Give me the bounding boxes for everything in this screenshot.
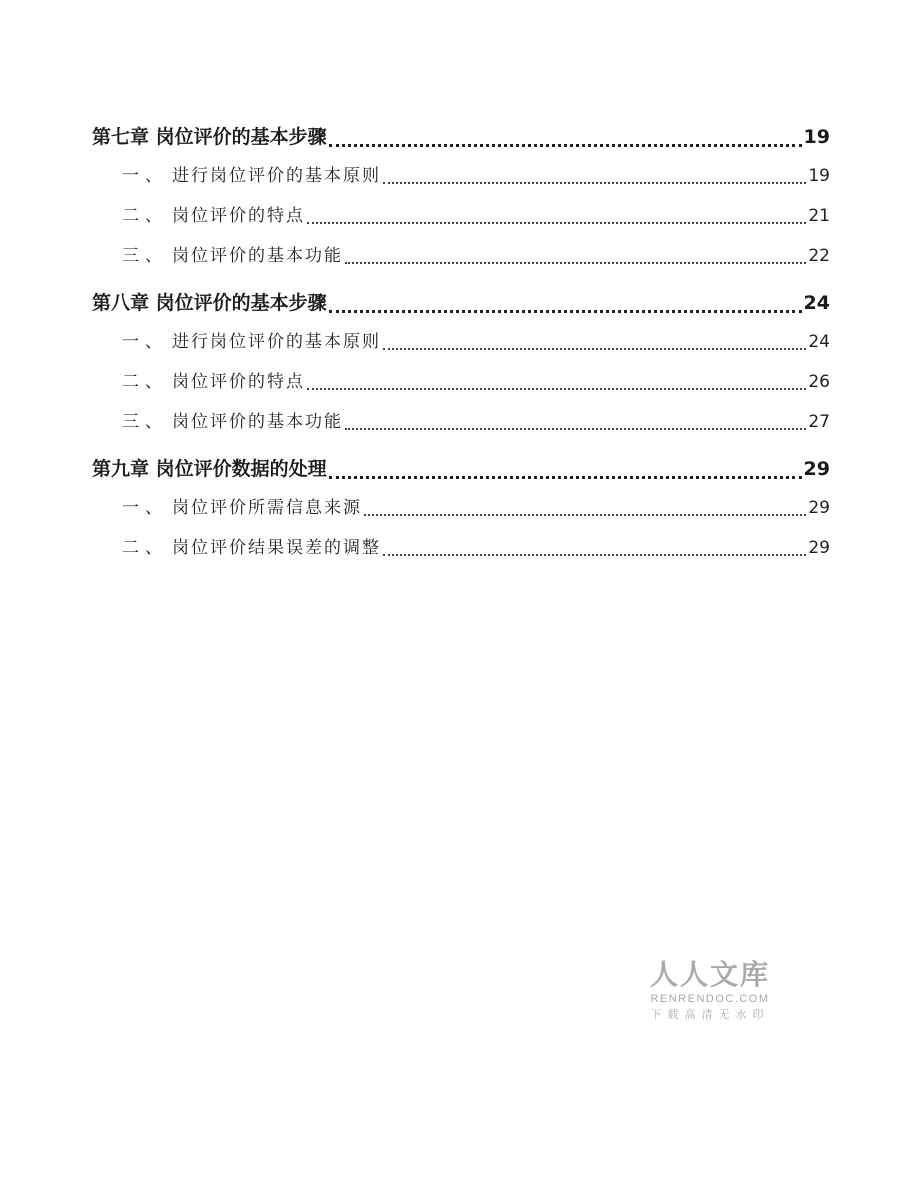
toc-section-text: 进行岗位评价的基本原则 (172, 166, 381, 186)
toc-leader-dots (329, 144, 802, 147)
table-of-contents (92, 118, 830, 568)
toc-page-number: 29 (803, 458, 830, 480)
toc-section-text: 岗位评价的基本功能 (172, 412, 343, 432)
watermark-subtitle: 下载高清无水印 (650, 1008, 770, 1021)
toc-leader-dots (307, 222, 806, 224)
toc-section-title (122, 402, 343, 442)
toc-section-number: 二、 (122, 206, 168, 226)
toc-leader-dots (307, 388, 806, 390)
toc-leader-dots (364, 514, 806, 516)
toc-section-number: 二、 (122, 372, 168, 392)
toc-section-number: 一、 (122, 498, 168, 518)
toc-section-text: 岗位评价的特点 (172, 372, 305, 392)
toc-section-number: 二、 (122, 538, 168, 558)
toc-chapter-8[interactable] (92, 284, 830, 322)
toc-section-title (122, 156, 381, 196)
toc-leader-dots (329, 476, 802, 479)
toc-page-number: 19 (803, 126, 830, 148)
toc-section-title (122, 236, 343, 276)
toc-section-title (122, 196, 305, 236)
toc-section-title (122, 528, 381, 568)
toc-page-number: 29 (808, 498, 830, 518)
watermark-site: RENRENDOC.COM (650, 993, 770, 1005)
toc-chapter-title: 第七章 岗位评价的基本步骤 (92, 126, 327, 148)
toc-leader-dots (345, 428, 806, 430)
toc-leader-dots (329, 310, 802, 313)
toc-page-number: 26 (808, 372, 830, 392)
toc-section-8-3[interactable] (92, 402, 830, 442)
toc-section-title (122, 322, 381, 362)
toc-chapter-7[interactable] (92, 118, 830, 156)
toc-section-text: 岗位评价所需信息来源 (172, 498, 362, 518)
toc-leader-dots (345, 262, 806, 264)
toc-section-7-1[interactable] (92, 156, 830, 196)
toc-section-7-2[interactable] (92, 196, 830, 236)
toc-section-text: 进行岗位评价的基本原则 (172, 332, 381, 352)
toc-chapter-title: 第九章 岗位评价数据的处理 (92, 458, 327, 480)
toc-page-number: 24 (808, 332, 830, 352)
toc-section-text: 岗位评价的特点 (172, 206, 305, 226)
toc-section-title (122, 362, 305, 402)
toc-page-number: 21 (808, 206, 830, 226)
toc-section-7-3[interactable] (92, 236, 830, 276)
toc-section-9-1[interactable] (92, 488, 830, 528)
toc-section-8-1[interactable] (92, 322, 830, 362)
toc-page-number: 29 (808, 538, 830, 558)
toc-section-title (122, 488, 362, 528)
toc-chapter-9[interactable] (92, 450, 830, 488)
toc-section-8-2[interactable] (92, 362, 830, 402)
watermark-logo (646, 958, 774, 1024)
toc-section-9-2[interactable] (92, 528, 830, 568)
toc-leader-dots (383, 348, 806, 350)
toc-section-number: 三、 (122, 246, 168, 266)
toc-leader-dots (383, 554, 806, 556)
toc-page-number: 22 (808, 246, 830, 266)
toc-leader-dots (383, 182, 806, 184)
toc-section-text: 岗位评价结果误差的调整 (172, 538, 381, 558)
toc-section-number: 一、 (122, 166, 168, 186)
watermark-title: 人人文库 (649, 958, 770, 991)
toc-chapter-title: 第八章 岗位评价的基本步骤 (92, 292, 327, 314)
toc-section-number: 三、 (122, 412, 168, 432)
toc-page-number: 19 (808, 166, 830, 186)
toc-page-number: 27 (808, 412, 830, 432)
toc-section-number: 一、 (122, 332, 168, 352)
toc-section-text: 岗位评价的基本功能 (172, 246, 343, 266)
toc-page-number: 24 (803, 292, 830, 314)
